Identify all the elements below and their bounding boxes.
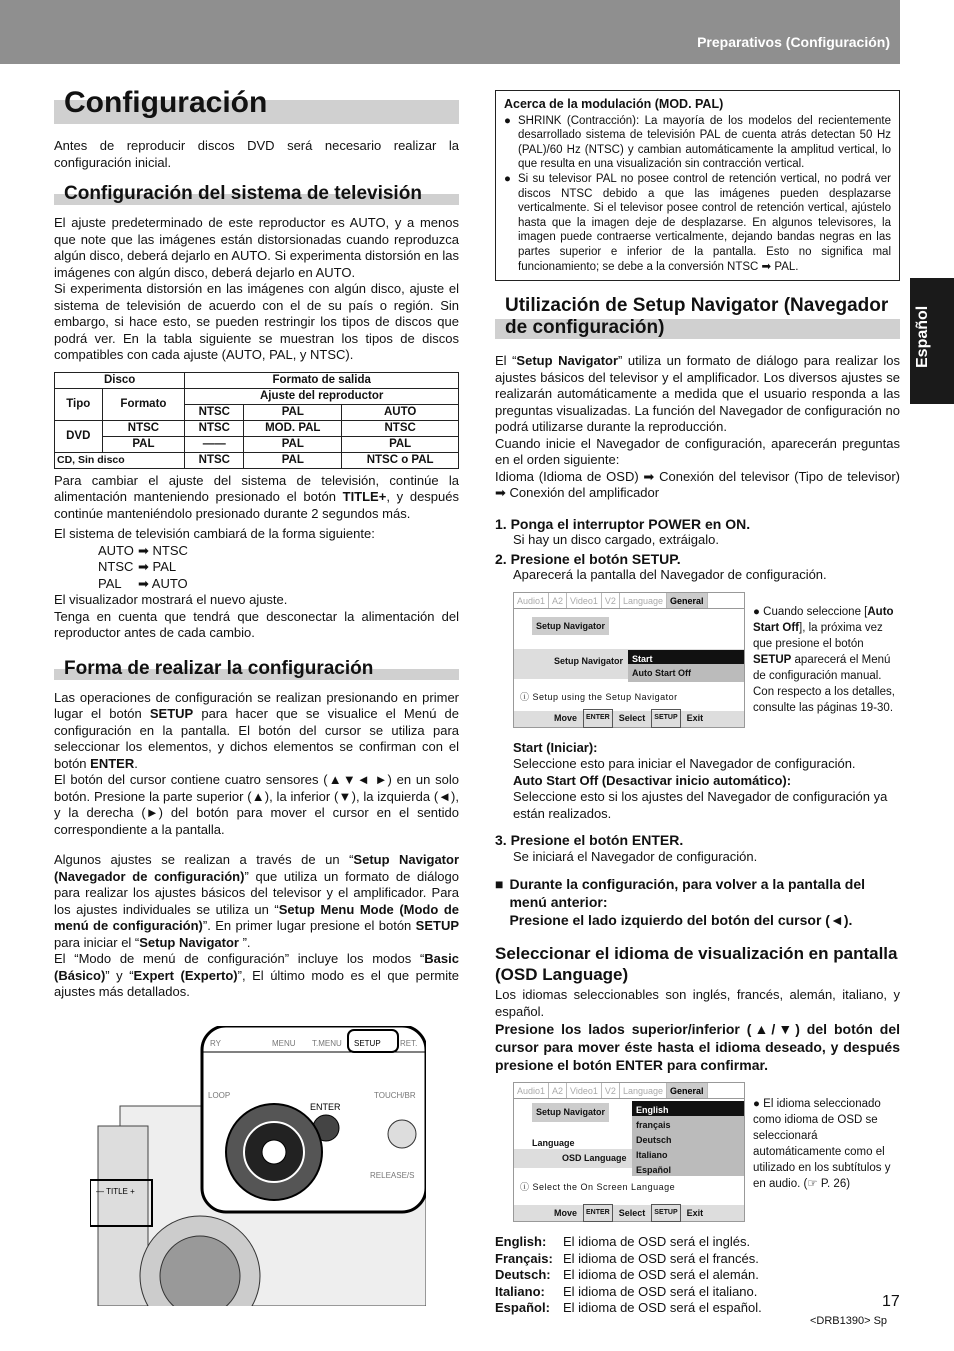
tv-paragraph-3: Para cambiar el ajuste del sistema de televisión, continúe la alimentación manteniendo presionado el botón TITLE+, y después continúe manteniéndolo presionado durante 2 segundos más. [54,472,459,521]
table-cell: MOD. PAL [244,420,342,436]
method-paragraph-1: Las operaciones de configuración se realizan presionando en primer lugar el botón SETUP para hacer que se visualice el Menú de configuración en la pantalla. El botón del cursor se utiliza para seleccionar los elementos, y dichos elementos se confirman con el botón ENTER. [54,689,459,771]
language-tab [910,278,954,404]
table-cell: NTSC [102,420,185,436]
menu-tabs [514,593,744,609]
svg-text:MENU: MENU [272,1039,296,1048]
language-tab-label: Español [914,305,931,368]
enter-button-label: ENTER [310,1102,341,1112]
left-column [54,84,459,1001]
section-title: Preparativos (Configuración) [697,34,890,50]
mod-pal-note-box [495,90,900,281]
tab-a2: A2 [549,1083,567,1098]
osd-paragraph-2: Presione los lados superior/inferior (▲/▼) del botón del cursor para mover éste hasta el idioma deseado, y después presione el botón ENTER para confirmar. [495,1021,900,1074]
screen-2-row [495,1082,900,1234]
list-item: English: El idioma de OSD será el inglés. [495,1234,751,1250]
tab-a2: A2 [549,593,567,608]
option-francais: français [632,1116,744,1131]
screen-tag: Setup Navigator [532,1103,609,1122]
screen-footer: Move ENTER Select SETUP Exit [514,1205,744,1221]
sequence-item: NTSC ➡ PAL [98,559,177,574]
list-item: Français: El idioma de OSD será el francés. [495,1250,759,1266]
option-auto-start-off: Auto Start Off [628,664,744,683]
tab-audio1: Audio1 [514,1083,549,1098]
tab-language: Language [620,1083,667,1098]
table-cell: NTSC o PAL [342,452,459,468]
title-button-label: — TITLE + [96,1187,135,1196]
tab-audio1: Audio1 [514,593,549,608]
tv-paragraph-5: El visualizador mostrará el nuevo ajuste. [54,592,288,607]
move-hint: Move [554,713,578,724]
table-cell: —— [185,436,244,452]
step-3-detail: Se iniciará el Navegador de configuración. [513,848,758,864]
osd-language-screen [513,1082,745,1222]
svg-text:LOOP: LOOP [208,1091,231,1100]
page-header [0,0,900,64]
svg-text:RET.: RET. [400,1039,418,1048]
table-header-cell: Tipo [55,388,103,420]
option-espanol: Español [632,1161,744,1176]
table-header-cell: Ajuste del reproductor [185,388,459,404]
table-cell: NTSC [185,452,244,468]
screen-info: ⓘ Setup using the Setup Navigator [520,691,678,702]
tv-system-heading: Configuración del sistema de televisión [54,183,459,205]
auto-start-note: ● Cuando seleccione [Auto Start Off], la próxima vez que presione el botón SETUP aparecerá el Menú de configuración manual. Con respecto a los detalles, consulte las páginas 19-30. [753,605,895,714]
tab-v2: V2 [602,1083,620,1098]
option-english: English [632,1101,744,1116]
osd-paragraph-1: Los idiomas seleccionables son inglés, francés, alemán, italiano, y español. [495,987,900,1019]
setup-navigator-screen [513,592,745,728]
tv-paragraph-4: El sistema de televisión cambiará de la forma siguiente: [54,526,375,541]
back-instruction: ■ Durante la configuración, para volver a la pantalla del menú anterior: Presione el lado izquierdo del botón del cursor (◄). [495,876,866,929]
tv-system-table [54,372,459,469]
document-code: <DRB1390> Sp [810,1315,888,1327]
intro-text: Antes de reproducir discos DVD será necesario realizar la configuración inicial. [54,138,459,170]
page-title: Configuración [54,84,459,124]
table-cell: CD, Sin disco [55,452,185,468]
table-header-cell: Formato de salida [185,372,459,388]
setup-button-label: SETUP [354,1039,381,1048]
table-header-cell: PAL [244,404,342,420]
svg-text:T.MENU: T.MENU [312,1039,342,1048]
svg-text:RY: RY [210,1039,221,1048]
svg-text:RELEASE/S: RELEASE/S [370,1171,415,1180]
osd-note: ● El idioma seleccionado como idioma de OSD se seleccionará automáticamente como el utilizado en los subtítulos y en audio. (☞ P. 26) [753,1098,891,1191]
table-header-cell: Disco [55,372,185,388]
option-start: Start [628,650,744,669]
table-cell: PAL [342,436,459,452]
tab-general: General [667,1083,708,1098]
table-cell: PAL [244,436,342,452]
osd-language-label: OSD Language [514,1149,634,1168]
step-3: 3. Presione el botón ENTER. [495,832,684,849]
language-options [632,1101,744,1176]
bullet-item: ● Si su televisor PAL no posee control de retención vertical, no podrá ver discos NTSC debido a que las imágenes pueden desplazarse verticalmente. Si el televisor posee control de retención vertical, ajústelo hasta que la imagen deje de desplazarse. En algunos televisores, la imagen puede contraerse verticalmente, dejando bandas negras en las partes superior e inferior de la pantalla. Esto no significa mal funcionamiento; se debe a la conversión NTSC ➡ PAL. [504,172,891,273]
step-1: 1. Ponga el interruptor POWER en ON. [495,515,751,532]
panel-zoom-box [202,1026,426,1212]
osd-language-heading: Seleccionar el idioma de visualización en pantalla (OSD Language) [495,944,898,985]
nav-paragraph-1: El “Setup Navigator” utiliza un formato de diálogo para realizar los ajustes básicos del televisor y el amplificador. Los diversos ajustes se realizarán automáticamente a medida que el usuario responda a las preguntas visualizadas. La función del Navegador de configuración no podrá utilizarse durante la reproducción. [495,353,901,435]
tv-paragraph-6: Tenga en cuenta que tendrá que desconectar la alimentación del reproductor antes de cada cambio. [54,608,459,640]
bullet-item: ● SHRINK (Contracción): La mayoría de los modelos del recientemente desarrollado sistema de televisión PAL de cuenta atrás detectan 50 Hz (PAL)/60 Hz (NTSC) y cambian automáticamente la amplitud vertical, lo que resulta en una visualización sin contracción vertical. [504,114,891,171]
sequence-item: AUTO ➡ NTSC [98,542,188,558]
right-column [495,90,900,1317]
tv-sequence [54,543,459,593]
option-deutsch: Deutsch [632,1131,744,1146]
screen-tag: Setup Navigator [532,617,609,636]
method-paragraph-3: Algunos ajustes se realizan a través de un “Setup Navigator (Navegador de configuración)” que utiliza un formato de diálogo para realizar los ajustes básicos del televisor y el amplificador. Para los ajustes individuales se utiliza un “Setup Menu Mode (Modo de menú de configuración)”. En primer lugar presione el botón SETUP para iniciar el “Setup Navigator ”. [54,852,460,950]
language-label: Language [532,1138,575,1149]
start-description: Start (Iniciar): Seleccione esto para iniciar el Navegador de configuración. Auto Start Off (Desactivar inicio automático): Seleccione esto si los ajustes del Navegador de configuración ya están realizados. [513,739,888,821]
screen-label: Setup Navigator [554,655,624,666]
table-cell: DVD [55,420,103,452]
menu-tabs [514,1083,744,1099]
language-list [495,1234,900,1317]
table-cell: PAL [102,436,185,452]
step-1-detail: Si hay un disco cargado, extráigalo. [513,532,719,548]
tab-language: Language [620,593,667,608]
control-panel-illustration [90,1026,426,1306]
nav-paragraph-2: Cuando inicie el Navegador de configuración, aparecerán preguntas en el orden siguiente: [495,435,900,468]
nav-paragraph-3: Idioma (Idioma de OSD) ➡ Conexión del televisor (Tipo de televisor) ➡ Conexión del amplificador [495,468,900,501]
tv-paragraph-1: El ajuste predeterminado de este reproductor es AUTO, y a menos que note que las imágenes están distorsionadas cuando reproduzca algún disco, deberá dejarlo en AUTO. Si experimenta distorsión en las imágenes con algún disco, deberá dejarlo en AUTO. [54,215,459,280]
option-italiano: Italiano [632,1146,744,1161]
tab-general: General [667,593,708,608]
setup-navigator-heading: Utilización de Setup Navigator (Navegador de configuración) [495,295,900,339]
list-item: Deutsch: El idioma de OSD será el alemán. [495,1267,759,1283]
table-cell: NTSC [342,420,459,436]
mod-pal-title: Acerca de la modulación (MOD. PAL) [504,97,724,111]
table-cell: PAL [244,452,342,468]
tab-video1: Video1 [567,593,602,608]
screen-1-row [495,592,900,736]
table-header-cell: NTSC [185,404,244,420]
screen-info: ⓘ Select the On Screen Language [520,1182,676,1193]
move-hint: Move [554,1207,578,1218]
tv-paragraph-2: Si experimenta distorsión en las imágenes con algún disco, ajuste el sistema de televisión de acuerdo con el de su país o región. Sin embargo, si hace esto, se pueden restringir los tipos de discos que podrá ver. En la tabla siguiente se muestran los tipos de discos compatibles con cada ajuste (AUTO, PAL, y NTSC). [54,281,459,362]
step-2: 2. Presione el botón SETUP. [495,550,681,567]
setup-method-heading: Forma de realizar la configuración [54,658,459,680]
step-2-detail: Aparecerá la pantalla del Navegador de configuración. [513,567,827,583]
method-paragraph-2: El botón del cursor contiene cuatro sensores (▲▼◄ ►) en un solo botón. Presione la parte superior (▲), la inferior (▼), la izquierda (◄), y la derecha (►) del botón para mover el cursor en el sentido correspondiente a la pantalla. [54,772,459,837]
table-cell: NTSC [185,420,244,436]
page-number: 17 [882,1293,900,1310]
sequence-item: PAL ➡ AUTO [98,575,188,591]
screen-footer: Move ENTER Select SETUP Exit [514,711,744,727]
list-item: Italiano: El idioma de OSD será el italiano. [495,1283,758,1299]
method-paragraph-4: El “Modo de menú de configuración” incluye los modos “Basic (Básico)” y “Expert (Experto)”, El último modo es el que permite ajustes más detallados. [54,951,459,999]
tab-video1: Video1 [567,1083,602,1098]
table-header-cell: Formato [102,388,185,420]
svg-text:TOUCH/BR: TOUCH/BR [374,1091,416,1100]
table-header-cell: AUTO [342,404,459,420]
tab-v2: V2 [602,593,620,608]
list-item: Español: El idioma de OSD será el español. [495,1300,762,1316]
